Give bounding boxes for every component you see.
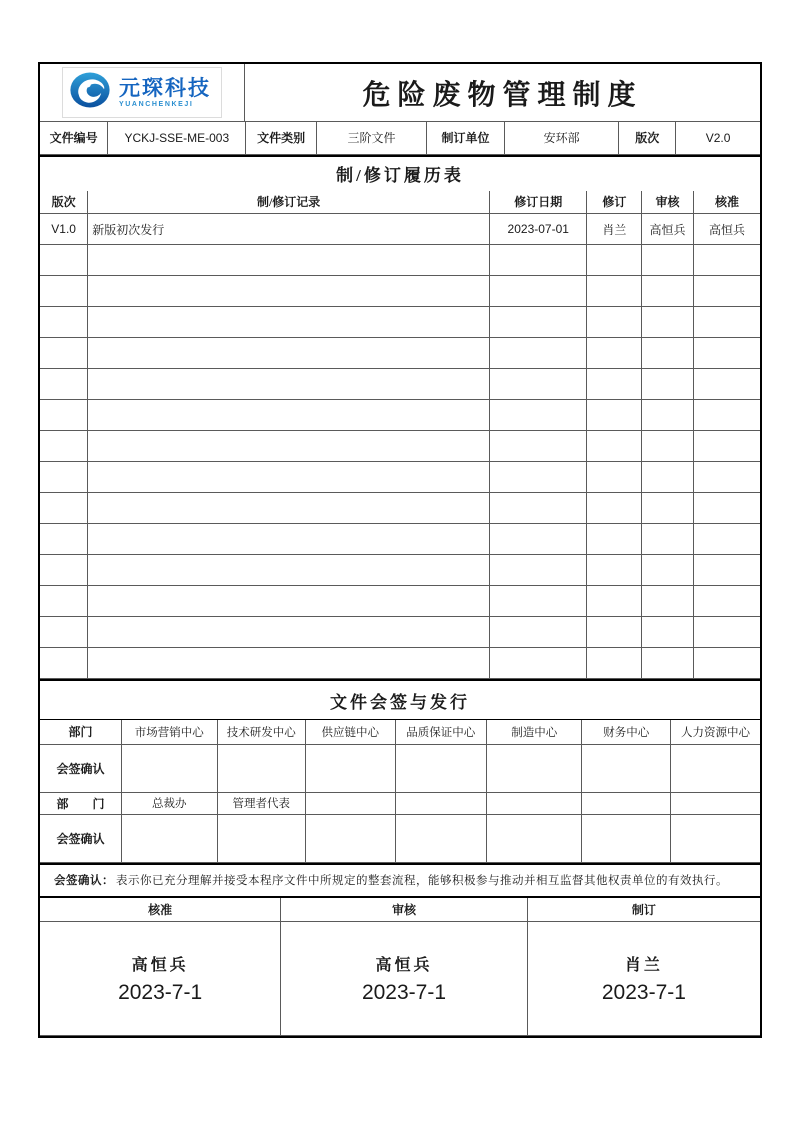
- unit-label: 制订单位: [427, 122, 505, 154]
- cosign-confirm-row-1: [40, 744, 760, 792]
- revision-empty-row: [40, 338, 760, 369]
- col-revised-by: 修订: [587, 191, 642, 214]
- confirm-label-1: 会签确认: [40, 744, 122, 792]
- empty-cell: [490, 276, 587, 307]
- empty-cell: [490, 338, 587, 369]
- empty-cell: [88, 338, 490, 369]
- dept-cell: 人力资源中心: [670, 720, 760, 744]
- rev-reviewed-by: 高恒兵: [642, 214, 694, 245]
- empty-cell: [693, 493, 760, 524]
- signature-cell: [582, 744, 670, 792]
- empty-cell: [693, 586, 760, 617]
- signature-cell: [217, 814, 305, 862]
- signature-cell: [306, 814, 395, 862]
- col-date: 修订日期: [490, 191, 587, 214]
- signature-cell: [670, 744, 760, 792]
- empty-cell: [40, 400, 88, 431]
- revision-empty-row: [40, 524, 760, 555]
- signature-cell: [217, 744, 305, 792]
- empty-cell: [88, 586, 490, 617]
- empty-cell: [587, 276, 642, 307]
- doc-no-value: YCKJ-SSE-ME-003: [108, 122, 246, 154]
- approval-col-approve: 核准: [40, 897, 281, 922]
- dept-cell: [395, 792, 487, 814]
- revision-section-title: 制/修订履历表: [40, 155, 760, 191]
- empty-cell: [587, 648, 642, 679]
- drafter-name: 肖兰: [624, 957, 663, 974]
- empty-cell: [587, 400, 642, 431]
- company-logo: [62, 67, 222, 118]
- empty-cell: [40, 462, 88, 493]
- drafter-date: 2023-7-1: [601, 981, 686, 1004]
- cosign-table: [40, 720, 760, 863]
- empty-cell: [587, 307, 642, 338]
- document-sheet: [38, 62, 762, 1038]
- cosign-confirm-row-2: [40, 814, 760, 862]
- empty-cell: [40, 617, 88, 648]
- dept-cell: 供应链中心: [306, 720, 395, 744]
- empty-cell: [40, 431, 88, 462]
- revision-empty-row: [40, 462, 760, 493]
- empty-cell: [693, 307, 760, 338]
- empty-cell: [587, 524, 642, 555]
- dept-cell: 技术研发中心: [217, 720, 305, 744]
- company-name-en: YUANCHENKEJI: [119, 100, 194, 108]
- approval-header-row: [40, 897, 760, 922]
- empty-cell: [642, 493, 694, 524]
- empty-cell: [587, 617, 642, 648]
- revision-empty-row: [40, 369, 760, 400]
- doc-no-label: 文件编号: [40, 122, 108, 154]
- cosign-dept-row-1: [40, 720, 760, 744]
- dept-cell: 品质保证中心: [395, 720, 487, 744]
- signature-cell: [487, 744, 582, 792]
- empty-cell: [642, 369, 694, 400]
- revision-empty-rows: [40, 245, 760, 679]
- dept-cell: [306, 792, 395, 814]
- empty-cell: [88, 524, 490, 555]
- doc-info-table: [40, 122, 760, 155]
- revision-empty-row: [40, 648, 760, 679]
- approver-name: 高恒兵: [131, 957, 189, 974]
- revision-empty-row: [40, 307, 760, 338]
- rev-version: V1.0: [40, 214, 88, 245]
- document-title: 危险废物管理制度: [362, 79, 643, 111]
- revision-empty-row: [40, 276, 760, 307]
- empty-cell: [490, 617, 587, 648]
- empty-cell: [693, 245, 760, 276]
- empty-cell: [88, 400, 490, 431]
- approval-col-review: 审核: [281, 897, 528, 922]
- empty-cell: [490, 648, 587, 679]
- empty-cell: [642, 586, 694, 617]
- signature-cell: [582, 814, 670, 862]
- version-value: V2.0: [676, 122, 760, 154]
- signature-cell: [395, 744, 487, 792]
- revision-header-row: [40, 191, 760, 214]
- empty-cell: [693, 431, 760, 462]
- empty-cell: [490, 400, 587, 431]
- signature-cell: [306, 744, 395, 792]
- empty-cell: [40, 307, 88, 338]
- empty-cell: [88, 245, 490, 276]
- col-version: 版次: [40, 191, 88, 214]
- reviewer-name: 高恒兵: [375, 957, 433, 974]
- empty-cell: [587, 555, 642, 586]
- empty-cell: [88, 617, 490, 648]
- empty-cell: [490, 307, 587, 338]
- empty-cell: [642, 617, 694, 648]
- approval-col-draft: 制订: [527, 897, 760, 922]
- empty-cell: [642, 431, 694, 462]
- cosign-note: [40, 863, 760, 896]
- approval-signature: [281, 922, 528, 1036]
- empty-cell: [642, 524, 694, 555]
- dept-cell: 制造中心: [487, 720, 582, 744]
- signature-cell: [122, 814, 217, 862]
- revision-empty-row: [40, 555, 760, 586]
- dept-cell: [582, 792, 670, 814]
- col-reviewed-by: 审核: [642, 191, 694, 214]
- dept-cell: 管理者代表: [217, 792, 305, 814]
- empty-cell: [642, 462, 694, 493]
- rev-approved-by: 高恒兵: [693, 214, 760, 245]
- title-cell: [245, 64, 760, 121]
- empty-cell: [490, 555, 587, 586]
- empty-cell: [88, 555, 490, 586]
- dept-cell: [670, 792, 760, 814]
- empty-cell: [490, 586, 587, 617]
- empty-cell: [693, 617, 760, 648]
- reviewer-date: 2023-7-1: [361, 981, 447, 1004]
- empty-cell: [587, 493, 642, 524]
- cosign-note-label: 会签确认：: [54, 875, 114, 887]
- empty-cell: [40, 648, 88, 679]
- empty-cell: [88, 307, 490, 338]
- empty-cell: [88, 493, 490, 524]
- revision-empty-row: [40, 493, 760, 524]
- company-logo-icon: [69, 71, 111, 114]
- empty-cell: [40, 586, 88, 617]
- empty-cell: [88, 648, 490, 679]
- empty-cell: [490, 369, 587, 400]
- empty-cell: [693, 555, 760, 586]
- empty-cell: [40, 555, 88, 586]
- signature-cell: [395, 814, 487, 862]
- unit-value: 安环部: [504, 122, 618, 154]
- rev-date: 2023-07-01: [490, 214, 587, 245]
- approval-signature: [40, 922, 281, 1036]
- empty-cell: [490, 431, 587, 462]
- revision-row: [40, 214, 760, 245]
- version-label: 版次: [619, 122, 676, 154]
- empty-cell: [40, 338, 88, 369]
- empty-cell: [88, 276, 490, 307]
- empty-cell: [642, 648, 694, 679]
- empty-cell: [642, 245, 694, 276]
- dept-cell: [487, 792, 582, 814]
- empty-cell: [587, 431, 642, 462]
- empty-cell: [693, 276, 760, 307]
- empty-cell: [490, 245, 587, 276]
- doc-type-label: 文件类别: [246, 122, 317, 154]
- approval-signature-row: [40, 922, 760, 1036]
- empty-cell: [642, 555, 694, 586]
- dept-cell: 总裁办: [122, 792, 217, 814]
- empty-cell: [642, 307, 694, 338]
- empty-cell: [88, 369, 490, 400]
- signature-cell: [670, 814, 760, 862]
- approver-date: 2023-7-1: [118, 981, 203, 1004]
- empty-cell: [587, 369, 642, 400]
- revision-table: [40, 191, 760, 680]
- empty-cell: [693, 524, 760, 555]
- empty-cell: [490, 462, 587, 493]
- empty-cell: [40, 524, 88, 555]
- confirm-label-2: 会签确认: [40, 814, 122, 862]
- col-approved-by: 核准: [693, 191, 760, 214]
- empty-cell: [40, 369, 88, 400]
- empty-cell: [587, 245, 642, 276]
- revision-empty-row: [40, 586, 760, 617]
- dept-label-2: 部 门: [40, 792, 122, 814]
- signature-cell: [487, 814, 582, 862]
- col-record: 制/修订记录: [88, 191, 490, 214]
- empty-cell: [40, 493, 88, 524]
- empty-cell: [693, 648, 760, 679]
- approval-signature: [527, 922, 760, 1036]
- revision-empty-row: [40, 617, 760, 648]
- empty-cell: [693, 338, 760, 369]
- empty-cell: [490, 524, 587, 555]
- empty-cell: [693, 462, 760, 493]
- company-name: 元琛科技: [119, 76, 211, 100]
- dept-cell: 市场营销中心: [122, 720, 217, 744]
- empty-cell: [587, 338, 642, 369]
- cosign-dept-row-2: [40, 792, 760, 814]
- rev-revised-by: 肖兰: [587, 214, 642, 245]
- empty-cell: [642, 400, 694, 431]
- empty-cell: [88, 462, 490, 493]
- rev-record: 新版初次发行: [88, 214, 490, 245]
- header: [40, 64, 760, 122]
- revision-empty-row: [40, 245, 760, 276]
- empty-cell: [490, 493, 587, 524]
- empty-cell: [642, 338, 694, 369]
- empty-cell: [693, 400, 760, 431]
- logo-cell: [40, 64, 245, 121]
- dept-label-1: 部门: [40, 720, 122, 744]
- doc-type-value: 三阶文件: [316, 122, 426, 154]
- empty-cell: [587, 462, 642, 493]
- signature-cell: [122, 744, 217, 792]
- empty-cell: [693, 369, 760, 400]
- cosign-section-title: 文件会签与发行: [40, 679, 760, 720]
- approval-table: [40, 896, 760, 1037]
- empty-cell: [642, 276, 694, 307]
- empty-cell: [40, 276, 88, 307]
- cosign-note-text: 表示你已充分理解并接受本程序文件中所规定的整套流程，能够积极参与推动并相互监督其他权责单位的有效执行。: [116, 875, 728, 887]
- dept-cell: 财务中心: [582, 720, 670, 744]
- revision-empty-row: [40, 431, 760, 462]
- revision-empty-row: [40, 400, 760, 431]
- empty-cell: [587, 586, 642, 617]
- empty-cell: [88, 431, 490, 462]
- empty-cell: [40, 245, 88, 276]
